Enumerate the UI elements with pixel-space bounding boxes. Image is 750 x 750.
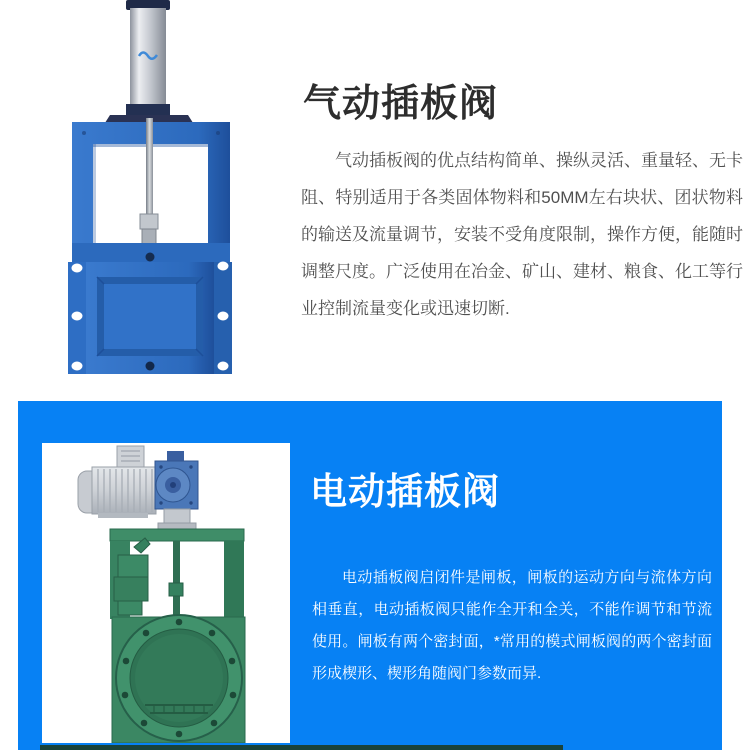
electric-valve-illustration <box>42 443 290 743</box>
green-valve-body <box>112 615 245 743</box>
pneumatic-gate-valve-photo <box>0 0 300 395</box>
pneumatic-valve-description: 气动插板阀的优点结构简单、操纵灵活、重量轻、无卡阻、特别适用于各类固体物料和50MM左右块状、团状物料的输送及流量调节，安装不受角度限制，操作方便，能随时调整尺度。广泛使用在冶金、矿山、建材、粮食、化工等行业控制流量变化或迅速切断. <box>301 151 743 318</box>
valve-body <box>86 262 214 374</box>
pneumatic-valve-title: 气动插板阀 <box>303 83 499 125</box>
valve-bonnet <box>72 243 230 262</box>
electric-valve-section <box>18 401 722 750</box>
electric-valve-title: 电动插板阀 <box>310 471 500 512</box>
electric-valve-description: 电动插板阀启闭件是闸板，闸板的运动方向与流体方向相垂直，电动插板阀只能作全开和全关，不能作调节和节流使用。闸板有两个密封面，*常用的模式闸板阀的两个密封面形成楔形、楔形角随阀门参数而异. <box>312 569 712 682</box>
electric-gate-valve-photo <box>42 443 290 743</box>
electric-motor <box>78 446 156 518</box>
gearbox <box>155 451 198 509</box>
pneumatic-cylinder <box>103 0 195 126</box>
pneumatic-valve-illustration <box>0 0 300 395</box>
stem-adapter <box>158 509 196 529</box>
next-section-image-peek <box>40 745 563 750</box>
